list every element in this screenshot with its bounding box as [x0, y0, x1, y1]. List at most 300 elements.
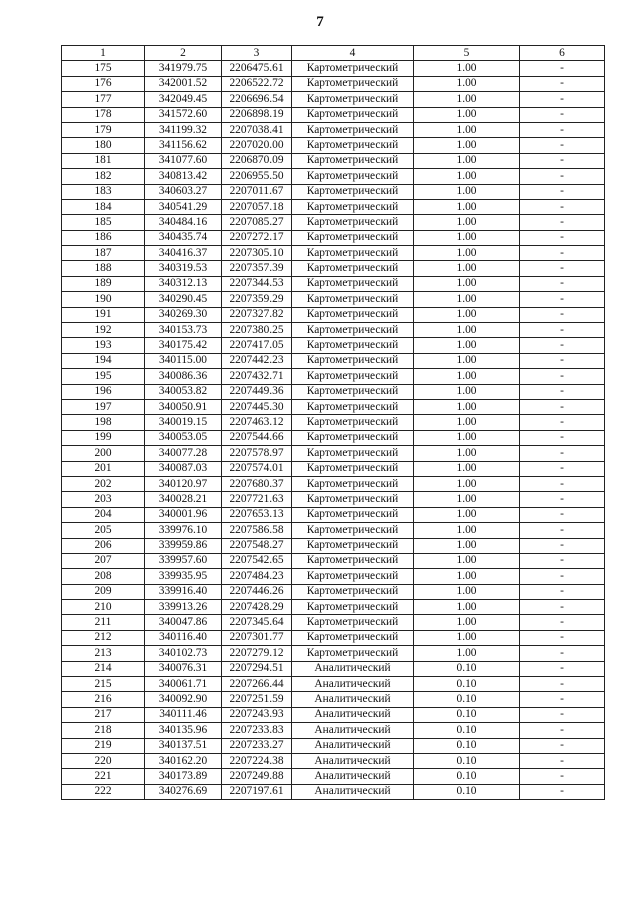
accuracy-cell: 0.10	[414, 723, 520, 738]
column-header: 1	[62, 46, 145, 61]
point-number-cell: 204	[62, 507, 145, 522]
table-row	[62, 646, 605, 661]
accuracy-cell: 1.00	[414, 646, 520, 661]
point-number-cell: 219	[62, 738, 145, 753]
x-coordinate-cell: 340541.29	[145, 199, 222, 214]
x-coordinate-cell: 340162.20	[145, 753, 222, 768]
point-number-cell: 220	[62, 753, 145, 768]
point-number-cell: 210	[62, 600, 145, 615]
table-row	[62, 353, 605, 368]
table-row	[62, 246, 605, 261]
table-row	[62, 230, 605, 245]
table-row	[62, 753, 605, 768]
note-cell: -	[520, 723, 605, 738]
point-number-cell: 193	[62, 338, 145, 353]
accuracy-cell: 0.10	[414, 707, 520, 722]
y-coordinate-cell: 2207057.18	[222, 199, 292, 214]
y-coordinate-cell: 2207011.67	[222, 184, 292, 199]
accuracy-cell: 1.00	[414, 261, 520, 276]
table-row	[62, 292, 605, 307]
accuracy-cell: 1.00	[414, 523, 520, 538]
y-coordinate-cell: 2207542.65	[222, 553, 292, 568]
note-cell: -	[520, 246, 605, 261]
table-row	[62, 61, 605, 76]
note-cell: -	[520, 646, 605, 661]
x-coordinate-cell: 340053.82	[145, 384, 222, 399]
table-row	[62, 476, 605, 491]
table-body	[62, 61, 605, 800]
table-row	[62, 92, 605, 107]
y-coordinate-cell: 2207243.93	[222, 707, 292, 722]
point-number-cell: 211	[62, 615, 145, 630]
table-row	[62, 784, 605, 799]
x-coordinate-cell: 340115.00	[145, 353, 222, 368]
point-number-cell: 198	[62, 415, 145, 430]
accuracy-cell: 0.10	[414, 753, 520, 768]
y-coordinate-cell: 2206696.54	[222, 92, 292, 107]
method-cell: Картометрический	[292, 276, 414, 291]
accuracy-cell: 1.00	[414, 169, 520, 184]
point-number-cell: 216	[62, 692, 145, 707]
y-coordinate-cell: 2206475.61	[222, 61, 292, 76]
method-cell: Картометрический	[292, 107, 414, 122]
accuracy-cell: 1.00	[414, 215, 520, 230]
accuracy-cell: 1.00	[414, 476, 520, 491]
method-cell: Картометрический	[292, 615, 414, 630]
note-cell: -	[520, 523, 605, 538]
point-number-cell: 185	[62, 215, 145, 230]
x-coordinate-cell: 340116.40	[145, 630, 222, 645]
x-coordinate-cell: 340102.73	[145, 646, 222, 661]
point-number-cell: 208	[62, 569, 145, 584]
y-coordinate-cell: 2207301.77	[222, 630, 292, 645]
point-number-cell: 190	[62, 292, 145, 307]
point-number-cell: 192	[62, 323, 145, 338]
table-row	[62, 261, 605, 276]
point-number-cell: 182	[62, 169, 145, 184]
x-coordinate-cell: 340028.21	[145, 492, 222, 507]
x-coordinate-cell: 340276.69	[145, 784, 222, 799]
accuracy-cell: 1.00	[414, 338, 520, 353]
point-number-cell: 177	[62, 92, 145, 107]
accuracy-cell: 1.00	[414, 292, 520, 307]
x-coordinate-cell: 340086.36	[145, 369, 222, 384]
x-coordinate-cell: 340050.91	[145, 399, 222, 414]
note-cell: -	[520, 553, 605, 568]
x-coordinate-cell: 340061.71	[145, 677, 222, 692]
x-coordinate-cell: 340019.15	[145, 415, 222, 430]
table-row	[62, 692, 605, 707]
table-row	[62, 661, 605, 676]
table-row	[62, 153, 605, 168]
note-cell: -	[520, 415, 605, 430]
note-cell: -	[520, 584, 605, 599]
table-row	[62, 461, 605, 476]
table-row	[62, 615, 605, 630]
x-coordinate-cell: 342049.45	[145, 92, 222, 107]
y-coordinate-cell: 2207544.66	[222, 430, 292, 445]
note-cell: -	[520, 753, 605, 768]
method-cell: Картометрический	[292, 461, 414, 476]
table-row	[62, 215, 605, 230]
x-coordinate-cell: 341979.75	[145, 61, 222, 76]
y-coordinate-cell: 2207359.29	[222, 292, 292, 307]
y-coordinate-cell: 2207357.39	[222, 261, 292, 276]
table-row	[62, 446, 605, 461]
accuracy-cell: 1.00	[414, 399, 520, 414]
y-coordinate-cell: 2206898.19	[222, 107, 292, 122]
column-header: 4	[292, 46, 414, 61]
x-coordinate-cell: 340290.45	[145, 292, 222, 307]
y-coordinate-cell: 2207449.36	[222, 384, 292, 399]
x-coordinate-cell: 340319.53	[145, 261, 222, 276]
table-row	[62, 276, 605, 291]
y-coordinate-cell: 2207038.41	[222, 122, 292, 137]
method-cell: Картометрический	[292, 384, 414, 399]
method-cell: Аналитический	[292, 707, 414, 722]
method-cell: Аналитический	[292, 753, 414, 768]
point-number-cell: 194	[62, 353, 145, 368]
method-cell: Картометрический	[292, 399, 414, 414]
table-row	[62, 399, 605, 414]
method-cell: Картометрический	[292, 353, 414, 368]
point-number-cell: 191	[62, 307, 145, 322]
table-row	[62, 430, 605, 445]
table-row	[62, 76, 605, 91]
y-coordinate-cell: 2207442.23	[222, 353, 292, 368]
method-cell: Картометрический	[292, 292, 414, 307]
column-header: 3	[222, 46, 292, 61]
point-number-cell: 214	[62, 661, 145, 676]
accuracy-cell: 0.10	[414, 784, 520, 799]
point-number-cell: 184	[62, 199, 145, 214]
table-row	[62, 492, 605, 507]
y-coordinate-cell: 2207344.53	[222, 276, 292, 291]
y-coordinate-cell: 2207272.17	[222, 230, 292, 245]
method-cell: Картометрический	[292, 446, 414, 461]
point-number-cell: 179	[62, 122, 145, 137]
note-cell: -	[520, 615, 605, 630]
accuracy-cell: 1.00	[414, 307, 520, 322]
page-number: 7	[316, 14, 324, 30]
accuracy-cell: 1.00	[414, 122, 520, 137]
method-cell: Картометрический	[292, 138, 414, 153]
x-coordinate-cell: 340173.89	[145, 769, 222, 784]
table-row	[62, 677, 605, 692]
accuracy-cell: 1.00	[414, 76, 520, 91]
accuracy-cell: 1.00	[414, 153, 520, 168]
y-coordinate-cell: 2207484.23	[222, 569, 292, 584]
accuracy-cell: 1.00	[414, 492, 520, 507]
method-cell: Аналитический	[292, 677, 414, 692]
y-coordinate-cell: 2207233.27	[222, 738, 292, 753]
note-cell: -	[520, 215, 605, 230]
table-row	[62, 338, 605, 353]
note-cell: -	[520, 138, 605, 153]
accuracy-cell: 1.00	[414, 353, 520, 368]
point-number-cell: 203	[62, 492, 145, 507]
point-number-cell: 188	[62, 261, 145, 276]
y-coordinate-cell: 2207305.10	[222, 246, 292, 261]
accuracy-cell: 1.00	[414, 615, 520, 630]
method-cell: Картометрический	[292, 246, 414, 261]
y-coordinate-cell: 2207085.27	[222, 215, 292, 230]
accuracy-cell: 1.00	[414, 446, 520, 461]
accuracy-cell: 1.00	[414, 553, 520, 568]
point-number-cell: 218	[62, 723, 145, 738]
table-row	[62, 523, 605, 538]
note-cell: -	[520, 107, 605, 122]
accuracy-cell: 0.10	[414, 769, 520, 784]
note-cell: -	[520, 446, 605, 461]
y-coordinate-cell: 2207432.71	[222, 369, 292, 384]
note-cell: -	[520, 230, 605, 245]
y-coordinate-cell: 2207578.97	[222, 446, 292, 461]
accuracy-cell: 1.00	[414, 184, 520, 199]
table-row	[62, 307, 605, 322]
table-row	[62, 584, 605, 599]
table-row	[62, 738, 605, 753]
method-cell: Картометрический	[292, 492, 414, 507]
accuracy-cell: 1.00	[414, 92, 520, 107]
coordinates-table	[61, 45, 605, 800]
x-coordinate-cell: 339913.26	[145, 600, 222, 615]
method-cell: Картометрический	[292, 523, 414, 538]
accuracy-cell: 1.00	[414, 61, 520, 76]
method-cell: Картометрический	[292, 76, 414, 91]
table-row	[62, 553, 605, 568]
point-number-cell: 207	[62, 553, 145, 568]
method-cell: Картометрический	[292, 122, 414, 137]
table-row	[62, 538, 605, 553]
note-cell: -	[520, 538, 605, 553]
note-cell: -	[520, 461, 605, 476]
table-row	[62, 415, 605, 430]
note-cell: -	[520, 399, 605, 414]
x-coordinate-cell: 340001.96	[145, 507, 222, 522]
accuracy-cell: 1.00	[414, 246, 520, 261]
point-number-cell: 205	[62, 523, 145, 538]
accuracy-cell: 1.00	[414, 415, 520, 430]
point-number-cell: 175	[62, 61, 145, 76]
method-cell: Аналитический	[292, 661, 414, 676]
y-coordinate-cell: 2207680.37	[222, 476, 292, 491]
note-cell: -	[520, 784, 605, 799]
x-coordinate-cell: 340077.28	[145, 446, 222, 461]
note-cell: -	[520, 292, 605, 307]
column-header: 2	[145, 46, 222, 61]
method-cell: Аналитический	[292, 784, 414, 799]
accuracy-cell: 0.10	[414, 661, 520, 676]
point-number-cell: 200	[62, 446, 145, 461]
method-cell: Картометрический	[292, 430, 414, 445]
note-cell: -	[520, 661, 605, 676]
x-coordinate-cell: 340603.27	[145, 184, 222, 199]
y-coordinate-cell: 2207279.12	[222, 646, 292, 661]
note-cell: -	[520, 430, 605, 445]
method-cell: Картометрический	[292, 369, 414, 384]
method-cell: Картометрический	[292, 507, 414, 522]
table-row	[62, 369, 605, 384]
y-coordinate-cell: 2207446.26	[222, 584, 292, 599]
point-number-cell: 199	[62, 430, 145, 445]
x-coordinate-cell: 340269.30	[145, 307, 222, 322]
point-number-cell: 201	[62, 461, 145, 476]
y-coordinate-cell: 2207574.01	[222, 461, 292, 476]
y-coordinate-cell: 2206870.09	[222, 153, 292, 168]
method-cell: Картометрический	[292, 476, 414, 491]
y-coordinate-cell: 2207428.29	[222, 600, 292, 615]
accuracy-cell: 1.00	[414, 430, 520, 445]
x-coordinate-cell: 340137.51	[145, 738, 222, 753]
x-coordinate-cell: 341572.60	[145, 107, 222, 122]
x-coordinate-cell: 340120.97	[145, 476, 222, 491]
table-row	[62, 138, 605, 153]
note-cell: -	[520, 492, 605, 507]
x-coordinate-cell: 339957.60	[145, 553, 222, 568]
column-header: 6	[520, 46, 605, 61]
x-coordinate-cell: 339935.95	[145, 569, 222, 584]
method-cell: Картометрический	[292, 230, 414, 245]
y-coordinate-cell: 2206955.50	[222, 169, 292, 184]
note-cell: -	[520, 738, 605, 753]
accuracy-cell: 0.10	[414, 677, 520, 692]
accuracy-cell: 1.00	[414, 199, 520, 214]
point-number-cell: 197	[62, 399, 145, 414]
x-coordinate-cell: 340153.73	[145, 323, 222, 338]
y-coordinate-cell: 2207020.00	[222, 138, 292, 153]
method-cell: Аналитический	[292, 692, 414, 707]
y-coordinate-cell: 2207327.82	[222, 307, 292, 322]
x-coordinate-cell: 339916.40	[145, 584, 222, 599]
point-number-cell: 222	[62, 784, 145, 799]
method-cell: Картометрический	[292, 630, 414, 645]
note-cell: -	[520, 769, 605, 784]
point-number-cell: 213	[62, 646, 145, 661]
method-cell: Картометрический	[292, 646, 414, 661]
table-row	[62, 707, 605, 722]
note-cell: -	[520, 184, 605, 199]
table-header-row	[62, 46, 605, 61]
method-cell: Картометрический	[292, 169, 414, 184]
note-cell: -	[520, 307, 605, 322]
note-cell: -	[520, 692, 605, 707]
y-coordinate-cell: 2206522.72	[222, 76, 292, 91]
note-cell: -	[520, 169, 605, 184]
y-coordinate-cell: 2207251.59	[222, 692, 292, 707]
y-coordinate-cell: 2207417.05	[222, 338, 292, 353]
table-row	[62, 122, 605, 137]
accuracy-cell: 0.10	[414, 738, 520, 753]
note-cell: -	[520, 261, 605, 276]
point-number-cell: 176	[62, 76, 145, 91]
method-cell: Картометрический	[292, 153, 414, 168]
note-cell: -	[520, 600, 605, 615]
point-number-cell: 196	[62, 384, 145, 399]
method-cell: Картометрический	[292, 584, 414, 599]
x-coordinate-cell: 340416.37	[145, 246, 222, 261]
note-cell: -	[520, 507, 605, 522]
accuracy-cell: 1.00	[414, 507, 520, 522]
method-cell: Картометрический	[292, 415, 414, 430]
y-coordinate-cell: 2207345.64	[222, 615, 292, 630]
point-number-cell: 180	[62, 138, 145, 153]
x-coordinate-cell: 340175.42	[145, 338, 222, 353]
note-cell: -	[520, 369, 605, 384]
method-cell: Картометрический	[292, 184, 414, 199]
note-cell: -	[520, 153, 605, 168]
y-coordinate-cell: 2207586.58	[222, 523, 292, 538]
method-cell: Картометрический	[292, 553, 414, 568]
table-row	[62, 769, 605, 784]
table-row	[62, 323, 605, 338]
note-cell: -	[520, 199, 605, 214]
table-row	[62, 384, 605, 399]
note-cell: -	[520, 76, 605, 91]
accuracy-cell: 1.00	[414, 384, 520, 399]
table-row	[62, 600, 605, 615]
x-coordinate-cell: 340047.86	[145, 615, 222, 630]
method-cell: Картометрический	[292, 538, 414, 553]
accuracy-cell: 1.00	[414, 461, 520, 476]
point-number-cell: 221	[62, 769, 145, 784]
method-cell: Картометрический	[292, 215, 414, 230]
note-cell: -	[520, 338, 605, 353]
note-cell: -	[520, 122, 605, 137]
note-cell: -	[520, 569, 605, 584]
column-header: 5	[414, 46, 520, 61]
note-cell: -	[520, 61, 605, 76]
y-coordinate-cell: 2207463.12	[222, 415, 292, 430]
x-coordinate-cell: 339959.86	[145, 538, 222, 553]
method-cell: Картометрический	[292, 569, 414, 584]
x-coordinate-cell: 341156.62	[145, 138, 222, 153]
method-cell: Картометрический	[292, 307, 414, 322]
point-number-cell: 183	[62, 184, 145, 199]
method-cell: Картометрический	[292, 92, 414, 107]
note-cell: -	[520, 707, 605, 722]
note-cell: -	[520, 630, 605, 645]
note-cell: -	[520, 276, 605, 291]
method-cell: Картометрический	[292, 600, 414, 615]
method-cell: Картометрический	[292, 61, 414, 76]
point-number-cell: 178	[62, 107, 145, 122]
x-coordinate-cell: 341199.32	[145, 122, 222, 137]
y-coordinate-cell: 2207380.25	[222, 323, 292, 338]
point-number-cell: 206	[62, 538, 145, 553]
note-cell: -	[520, 92, 605, 107]
table-row	[62, 199, 605, 214]
y-coordinate-cell: 2207266.44	[222, 677, 292, 692]
point-number-cell: 215	[62, 677, 145, 692]
x-coordinate-cell: 340813.42	[145, 169, 222, 184]
note-cell: -	[520, 384, 605, 399]
table-row	[62, 507, 605, 522]
table-row	[62, 107, 605, 122]
table-row	[62, 630, 605, 645]
x-coordinate-cell: 340312.13	[145, 276, 222, 291]
accuracy-cell: 1.00	[414, 276, 520, 291]
accuracy-cell: 1.00	[414, 107, 520, 122]
point-number-cell: 209	[62, 584, 145, 599]
y-coordinate-cell: 2207224.38	[222, 753, 292, 768]
table-row	[62, 169, 605, 184]
y-coordinate-cell: 2207445.30	[222, 399, 292, 414]
point-number-cell: 195	[62, 369, 145, 384]
x-coordinate-cell: 340135.96	[145, 723, 222, 738]
table-row	[62, 723, 605, 738]
note-cell: -	[520, 353, 605, 368]
